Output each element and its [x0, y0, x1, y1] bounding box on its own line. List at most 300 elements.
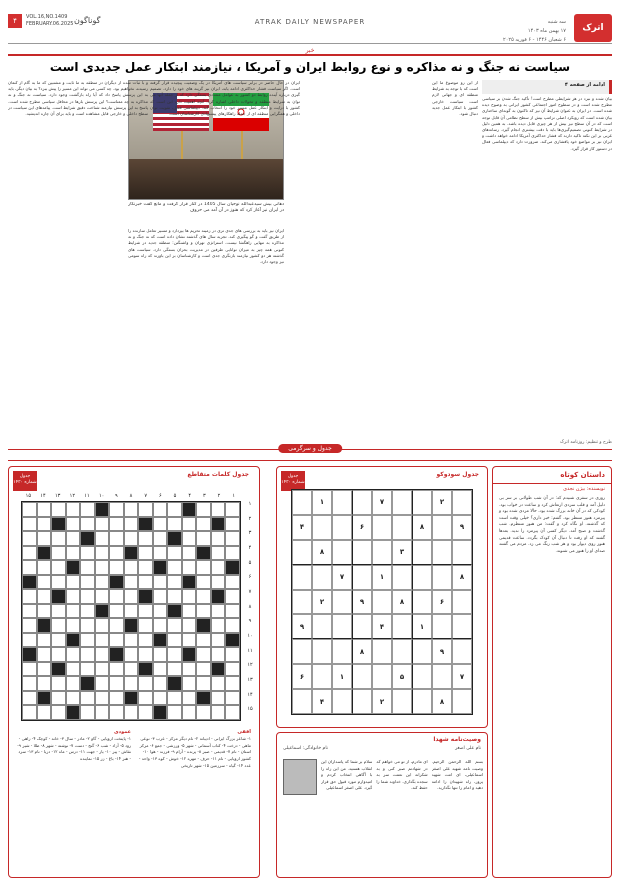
crossword-cell[interactable]: [153, 531, 168, 546]
crossword-cell[interactable]: [153, 705, 168, 720]
crossword-cell[interactable]: [95, 705, 110, 720]
sudoku-cell: ۹: [292, 614, 312, 639]
crossword-cell[interactable]: [167, 589, 182, 604]
sudoku-cell: ۸: [452, 565, 472, 590]
crossword-cell[interactable]: [138, 705, 153, 720]
crossword-cell[interactable]: [22, 618, 37, 633]
crossword-cell[interactable]: [109, 575, 124, 590]
column-number: ۲: [217, 493, 221, 499]
crossword-cell[interactable]: [196, 502, 211, 517]
crossword-cell[interactable]: [167, 705, 182, 720]
crossword-cell[interactable]: [211, 705, 226, 720]
crossword-cell[interactable]: [211, 633, 226, 648]
crossword-cell[interactable]: [66, 560, 81, 575]
column-number: ۶: [158, 493, 162, 499]
row-number: ۳: [248, 530, 252, 537]
testament-col-1: بسم الله الرحمن الرحیم. وصیت نامه شهید علی اصغر اسماعیلی، ای امت شهید پرور، راه شهیدان را ادامه دهید و امام را تنها نگذارید.: [431, 759, 483, 790]
sudoku-cell: ۶: [432, 590, 452, 615]
sudoku-cell: ۹: [452, 515, 472, 540]
crossword-cell[interactable]: [22, 647, 37, 662]
article-column-2: از این رو موضوع ما این است که با توجه به شرایط منطقه ای و جهانی لازم است سیاست خارجی کشور با ابتکار عمل جدید دنبال شود.: [432, 80, 478, 117]
crossword-cell[interactable]: [225, 575, 240, 590]
crossword-cell[interactable]: [182, 662, 197, 677]
crossword-cell[interactable]: [37, 676, 52, 691]
crossword-cell[interactable]: [51, 633, 66, 648]
crossword-cell[interactable]: [22, 531, 37, 546]
crossword-cell[interactable]: [167, 618, 182, 633]
crossword-cell[interactable]: [167, 633, 182, 648]
crossword-cell[interactable]: [109, 517, 124, 532]
row-number: ۸: [248, 603, 252, 610]
crossword-cell[interactable]: [80, 531, 95, 546]
crossword-cell[interactable]: [51, 662, 66, 677]
news-bar: [8, 48, 612, 56]
crossword-cell[interactable]: [124, 517, 139, 532]
crossword-cell[interactable]: [51, 531, 66, 546]
crossword-cell[interactable]: [138, 691, 153, 706]
crossword-cell[interactable]: [80, 691, 95, 706]
crossword-cell[interactable]: [211, 618, 226, 633]
row-number: ۲: [248, 515, 252, 522]
date-fa: ۱۷ بهمن ماه ۱۴۰۳: [527, 28, 566, 34]
sudoku-cell: [332, 614, 352, 639]
crossword-cell[interactable]: [138, 517, 153, 532]
crossword-cell[interactable]: [66, 546, 81, 561]
crossword-cell[interactable]: [211, 662, 226, 677]
row-number: ۱۱: [247, 647, 253, 654]
crossword-cell[interactable]: [95, 618, 110, 633]
sudoku-cell: [352, 540, 372, 565]
crossword-cell[interactable]: [182, 589, 197, 604]
crossword-cell[interactable]: [138, 676, 153, 691]
crossword-cell[interactable]: [22, 662, 37, 677]
article-column-1: بیان شده و نبرد در هر شرایطی مطرح است! تأکید جنگ شدن بر سیاسی مطرح شده است و در سطوح امور اجتماعی کشور ایرانی به وضوح دیده شده است. در ایران به عنوان شرایط آن نیز که تاکنون به گونه‌ای ساختاری بیان شده است که رویکرد اصلی ترامپ بیش از سطح نظامی آن قابل توجه است که در آن سطح نیز بیش از هر چیزی قابل دیده باشد. به همین دلیل در شرایط کنونی تصمیم‌گیری‌ها باید با دقت بیشتری انجام گیرد. رسانه‌های غربی بر این نکته تاکید دارند که فشار حداکثری آمریکا ادامه خواهد داشت و ایران نیز بر مواضع خود پافشاری می‌کند. ضرورت دارد که دیپلماسی فعال در دستور کار قرار گیرد.: [482, 96, 612, 151]
crossword-cell[interactable]: [109, 633, 124, 648]
crossword-cell[interactable]: [196, 676, 211, 691]
crossword-cell[interactable]: [80, 575, 95, 590]
crossword-cell[interactable]: [51, 604, 66, 619]
crossword-cell[interactable]: [66, 618, 81, 633]
crossword-cell[interactable]: [225, 633, 240, 648]
crossword-cell[interactable]: [95, 502, 110, 517]
crossword-cell[interactable]: [124, 546, 139, 561]
crossword-cell[interactable]: [66, 575, 81, 590]
crossword-cell[interactable]: [182, 618, 197, 633]
crossword-cell[interactable]: [153, 560, 168, 575]
crossword-column-numbers: [21, 493, 241, 499]
crossword-cell[interactable]: [124, 575, 139, 590]
sudoku-cell: ۱: [332, 664, 352, 689]
crossword-cell[interactable]: [37, 589, 52, 604]
short-story-box: [492, 466, 612, 878]
crossword-cell[interactable]: [167, 647, 182, 662]
crossword-cell[interactable]: [225, 705, 240, 720]
crossword-cell[interactable]: [138, 560, 153, 575]
crossword-cell[interactable]: [37, 705, 52, 720]
crossword-cell[interactable]: [37, 502, 52, 517]
crossword-cell[interactable]: [109, 604, 124, 619]
crossword-cell[interactable]: [196, 633, 211, 648]
sudoku-grid: [291, 489, 473, 715]
crossword-cell[interactable]: [95, 662, 110, 677]
crossword-cell[interactable]: [182, 633, 197, 648]
crossword-cell[interactable]: [167, 575, 182, 590]
crossword-cell[interactable]: [80, 705, 95, 720]
crossword-cell[interactable]: [22, 691, 37, 706]
crossword-cell[interactable]: [153, 662, 168, 677]
crossword-cell[interactable]: [51, 618, 66, 633]
crossword-cell[interactable]: [95, 633, 110, 648]
crossword-cell[interactable]: [22, 546, 37, 561]
crossword-cell[interactable]: [80, 546, 95, 561]
crossword-cell[interactable]: [109, 560, 124, 575]
crossword-cell[interactable]: [211, 517, 226, 532]
sudoku-cell: ۸: [352, 639, 372, 664]
sudoku-cell: [312, 639, 332, 664]
column-number: ۱۲: [69, 493, 76, 499]
crossword-cell[interactable]: [124, 633, 139, 648]
crossword-cell[interactable]: [153, 676, 168, 691]
sudoku-cell: ۹: [352, 590, 372, 615]
crossword-cell[interactable]: [37, 531, 52, 546]
vertical-text: ۱- پایتخت اروپایی - گاو ۲- مادر - سال ۳- خانه - کوچک ۴- راهی - رود ۵- آزاد - شب ۶- گنج - دست ۷- نوشته - شهر ۸- طلا - شیر ۹- نقاش - پیر ۱۰- یار - جهت ۱۱- درس - ماه ۱۲- دریا - نام ۱۳- سرد - هنر ۱۴- باغ - زر ۱۵- نماینده: [17, 735, 131, 762]
crossword-cell[interactable]: [182, 502, 197, 517]
sudoku-cell: [292, 540, 312, 565]
crossword-cell[interactable]: [211, 575, 226, 590]
crossword-cell[interactable]: [37, 618, 52, 633]
crossword-cell[interactable]: [124, 618, 139, 633]
crossword-cell[interactable]: [80, 676, 95, 691]
crossword-grid: [21, 501, 241, 721]
sudoku-cell: [332, 540, 352, 565]
sudoku-cell: ۲: [432, 490, 452, 515]
crossword-cell[interactable]: [109, 531, 124, 546]
crossword-cell[interactable]: [167, 517, 182, 532]
crossword-cell[interactable]: [109, 662, 124, 677]
crossword-cell[interactable]: [124, 589, 139, 604]
crossword-cell[interactable]: [225, 691, 240, 706]
crossword-row-numbers: [243, 501, 257, 721]
crossword-cell[interactable]: [124, 691, 139, 706]
crossword-cell[interactable]: [138, 662, 153, 677]
crossword-cell[interactable]: [37, 560, 52, 575]
crossword-cell[interactable]: [109, 546, 124, 561]
crossword-cell[interactable]: [51, 560, 66, 575]
puzzles-title: جدول و سرگرمی: [278, 444, 342, 453]
crossword-cell[interactable]: [138, 647, 153, 662]
crossword-cell[interactable]: [124, 531, 139, 546]
crossword-cell[interactable]: [109, 676, 124, 691]
crossword-cell[interactable]: [80, 517, 95, 532]
row-number: ۱: [248, 501, 252, 507]
crossword-cell[interactable]: [138, 618, 153, 633]
sudoku-cell: ۸: [432, 689, 452, 714]
crossword-cell[interactable]: [153, 618, 168, 633]
sudoku-cell: [392, 490, 412, 515]
crossword-cell[interactable]: [225, 517, 240, 532]
crossword-cell[interactable]: [196, 647, 211, 662]
crossword-cell[interactable]: [196, 604, 211, 619]
crossword-cell[interactable]: [196, 531, 211, 546]
crossword-cell[interactable]: [66, 502, 81, 517]
crossword-cell[interactable]: [225, 502, 240, 517]
crossword-cell[interactable]: [95, 560, 110, 575]
crossword-cell[interactable]: [109, 502, 124, 517]
crossword-cell[interactable]: [66, 589, 81, 604]
crossword-cell[interactable]: [66, 531, 81, 546]
crossword-cell[interactable]: [167, 676, 182, 691]
crossword-cell[interactable]: [80, 647, 95, 662]
crossword-cell[interactable]: [22, 517, 37, 532]
crossword-cell[interactable]: [211, 604, 226, 619]
sudoku-cell: [292, 639, 312, 664]
crossword-cell[interactable]: [196, 618, 211, 633]
crossword-cell[interactable]: [211, 560, 226, 575]
crossword-cell[interactable]: [211, 589, 226, 604]
crossword-cell[interactable]: [182, 517, 197, 532]
crossword-cell[interactable]: [37, 633, 52, 648]
crossword-cell[interactable]: [80, 618, 95, 633]
crossword-cell[interactable]: [196, 575, 211, 590]
crossword-cell[interactable]: [51, 705, 66, 720]
crossword-cell[interactable]: [66, 604, 81, 619]
crossword-cell[interactable]: [153, 502, 168, 517]
crossword-cell[interactable]: [211, 691, 226, 706]
crossword-cell[interactable]: [109, 618, 124, 633]
crossword-cell[interactable]: [182, 691, 197, 706]
crossword-cell[interactable]: [225, 589, 240, 604]
crossword-cell[interactable]: [109, 705, 124, 720]
crossword-cell[interactable]: [109, 589, 124, 604]
sudoku-cell: ۷: [332, 565, 352, 590]
crossword-cell[interactable]: [225, 531, 240, 546]
crossword-cell[interactable]: [182, 647, 197, 662]
crossword-cell[interactable]: [182, 676, 197, 691]
crossword-cell[interactable]: [196, 662, 211, 677]
crossword-cell[interactable]: [167, 691, 182, 706]
sudoku-cell: [452, 490, 472, 515]
crossword-cell[interactable]: [167, 662, 182, 677]
sudoku-number: جدول شماره ۱۴۳۰: [281, 471, 305, 491]
crossword-cell[interactable]: [95, 531, 110, 546]
crossword-cell[interactable]: [211, 676, 226, 691]
crossword-cell[interactable]: [196, 517, 211, 532]
crossword-cell[interactable]: [37, 604, 52, 619]
crossword-cell[interactable]: [211, 546, 226, 561]
crossword-cell[interactable]: [196, 691, 211, 706]
crossword-cell[interactable]: [109, 647, 124, 662]
crossword-cell[interactable]: [80, 589, 95, 604]
crossword-cell[interactable]: [182, 546, 197, 561]
column-number: ۹: [114, 493, 118, 499]
crossword-cell[interactable]: [95, 575, 110, 590]
crossword-cell[interactable]: [109, 691, 124, 706]
crossword-cell[interactable]: [196, 589, 211, 604]
crossword-cell[interactable]: [80, 502, 95, 517]
crossword-cell[interactable]: [182, 575, 197, 590]
vertical-clues: [17, 729, 131, 873]
crossword-cell[interactable]: [22, 560, 37, 575]
crossword-cell[interactable]: [196, 560, 211, 575]
crossword-cell[interactable]: [124, 560, 139, 575]
crossword-cell[interactable]: [37, 691, 52, 706]
sudoku-cell: [372, 639, 392, 664]
crossword-cell[interactable]: [80, 633, 95, 648]
sudoku-cell: [372, 540, 392, 565]
crossword-cell[interactable]: [66, 691, 81, 706]
crossword-cell[interactable]: [153, 589, 168, 604]
crossword-cell[interactable]: [66, 517, 81, 532]
crossword-cell[interactable]: [196, 546, 211, 561]
sudoku-cell: ۲: [372, 689, 392, 714]
crossword-cell[interactable]: [167, 604, 182, 619]
crossword-cell[interactable]: [138, 633, 153, 648]
crossword-cell[interactable]: [22, 604, 37, 619]
crossword-cell[interactable]: [138, 531, 153, 546]
headline: سیاست نه جنگ و نه مذاکره و نوع روابط ایران و آمریکا ، نیازمند ابتکار عمل جدیدی است: [49, 60, 571, 74]
crossword-cell[interactable]: [182, 705, 197, 720]
crossword-cell[interactable]: [95, 647, 110, 662]
crossword-cell[interactable]: [95, 589, 110, 604]
crossword-cell[interactable]: [124, 647, 139, 662]
crossword-cell[interactable]: [124, 502, 139, 517]
sudoku-cell: [392, 639, 412, 664]
sudoku-cell: [312, 565, 332, 590]
crossword-cell[interactable]: [182, 531, 197, 546]
crossword-cell[interactable]: [95, 546, 110, 561]
crossword-cell[interactable]: [51, 647, 66, 662]
crossword-cell[interactable]: [211, 647, 226, 662]
crossword-cell[interactable]: [51, 517, 66, 532]
sudoku-cell: [292, 490, 312, 515]
crossword-cell[interactable]: [153, 691, 168, 706]
sudoku-cell: [452, 540, 472, 565]
crossword-cell[interactable]: [153, 575, 168, 590]
sudoku-cell: [372, 590, 392, 615]
crossword-cell[interactable]: [66, 633, 81, 648]
sudoku-cell: [372, 515, 392, 540]
row-number: ۷: [248, 589, 252, 595]
sudoku-cell: ۷: [372, 490, 392, 515]
crossword-cell[interactable]: [37, 575, 52, 590]
crossword-cell[interactable]: [37, 647, 52, 662]
sudoku-cell: [452, 689, 472, 714]
crossword-cell[interactable]: [124, 676, 139, 691]
crossword-cell[interactable]: [167, 531, 182, 546]
sudoku-cell: [332, 515, 352, 540]
crossword-cell[interactable]: [167, 546, 182, 561]
crossword-cell[interactable]: [124, 604, 139, 619]
crossword-cell[interactable]: [22, 589, 37, 604]
crossword-cell[interactable]: [22, 575, 37, 590]
crossword-cell[interactable]: [138, 604, 153, 619]
crossword-cell[interactable]: [124, 662, 139, 677]
crossword-cell[interactable]: [138, 546, 153, 561]
horizontal-text: ۱- شاعر بزرگ ایرانی - ادیبانه ۲- نام دیگر مرکز - عرب ۳- نوعی ماهی - درخت ۴- کتاب آسمانی - شهر ۵- ورزشی - جمع ۶- مرکز استان - نام ۷- قدیمی - صبر ۸- پرنده - آرام ۹- فرزند - هوا ۱۰- کشور اروپایی - نام ۱۱- حرف - مهره ۱۲- خوش - کوه ۱۳- واحد - عدد ۱۴- گیاه - سرزمین ۱۵- شهر تاریخی: [138, 735, 251, 768]
crossword-cell[interactable]: [124, 705, 139, 720]
crossword-cell[interactable]: [95, 676, 110, 691]
crossword-cell[interactable]: [22, 676, 37, 691]
story-author: نویسنده: بیژن نجدی: [563, 486, 605, 492]
paper-name: ATRAK DAILY NEWSPAPER: [254, 18, 366, 26]
crossword-cell[interactable]: [138, 575, 153, 590]
crossword-cell[interactable]: [225, 604, 240, 619]
crossword-clues: [17, 729, 251, 873]
crossword-cell[interactable]: [95, 691, 110, 706]
crossword-cell[interactable]: [22, 502, 37, 517]
crossword-cell[interactable]: [51, 676, 66, 691]
crossword-cell[interactable]: [22, 705, 37, 720]
crossword-cell[interactable]: [80, 560, 95, 575]
crossword-cell[interactable]: [95, 517, 110, 532]
crossword-cell[interactable]: [66, 647, 81, 662]
crossword-cell[interactable]: [225, 647, 240, 662]
crossword-cell[interactable]: [153, 604, 168, 619]
crossword-cell[interactable]: [182, 604, 197, 619]
crossword-cell[interactable]: [37, 546, 52, 561]
crossword-cell[interactable]: [66, 662, 81, 677]
crossword-cell[interactable]: [225, 662, 240, 677]
crossword-cell[interactable]: [196, 705, 211, 720]
crossword-cell[interactable]: [211, 531, 226, 546]
testament-title: وصیت‌نامه شهدا: [433, 736, 481, 743]
sudoku-cell: ۳: [392, 540, 412, 565]
sudoku-cell: [412, 565, 432, 590]
crossword-cell[interactable]: [211, 502, 226, 517]
testament-meta: [277, 746, 487, 751]
crossword-cell[interactable]: [153, 546, 168, 561]
crossword-cell[interactable]: [51, 546, 66, 561]
crossword-cell[interactable]: [95, 604, 110, 619]
row-number: ۴: [248, 545, 252, 551]
row-number: ۵: [248, 559, 252, 566]
sudoku-cell: ۶: [292, 664, 312, 689]
crossword-cell[interactable]: [51, 691, 66, 706]
sudoku-cell: [312, 664, 332, 689]
crossword-cell[interactable]: [51, 575, 66, 590]
crossword-cell[interactable]: [182, 560, 197, 575]
crossword-cell[interactable]: [167, 502, 182, 517]
crossword-cell[interactable]: [225, 676, 240, 691]
crossword-cell[interactable]: [80, 604, 95, 619]
crossword-cell[interactable]: [51, 589, 66, 604]
crossword-cell[interactable]: [37, 517, 52, 532]
crossword-cell[interactable]: [153, 647, 168, 662]
testament-col-2: ای مادرم، از تو می خواهم که در شهادتم صبر کنی و به شکرانه این نعمت سر به سجده بگذاری. خداوند شما را حفظ کند.: [376, 759, 428, 790]
row-number: ۹: [248, 618, 252, 625]
volume-info: [26, 14, 73, 28]
crossword-cell[interactable]: [66, 676, 81, 691]
crossword-cell[interactable]: [138, 502, 153, 517]
horizontal-head: افقی: [237, 729, 251, 735]
testament-text: [321, 759, 483, 873]
crossword-cell[interactable]: [167, 560, 182, 575]
crossword-cell[interactable]: [153, 633, 168, 648]
crossword-cell[interactable]: [80, 662, 95, 677]
crossword-cell[interactable]: [66, 705, 81, 720]
sudoku-cell: [352, 614, 372, 639]
crossword-cell[interactable]: [153, 517, 168, 532]
crossword-cell[interactable]: [37, 662, 52, 677]
date-en: FEBRUARY.06.2025: [26, 21, 74, 27]
crossword-cell[interactable]: [225, 560, 240, 575]
crossword-cell[interactable]: [225, 618, 240, 633]
testament-box: [276, 732, 488, 878]
crossword-cell[interactable]: [138, 589, 153, 604]
crossword-cell[interactable]: [225, 546, 240, 561]
crossword-cell[interactable]: [51, 502, 66, 517]
crossword-cell[interactable]: [22, 633, 37, 648]
